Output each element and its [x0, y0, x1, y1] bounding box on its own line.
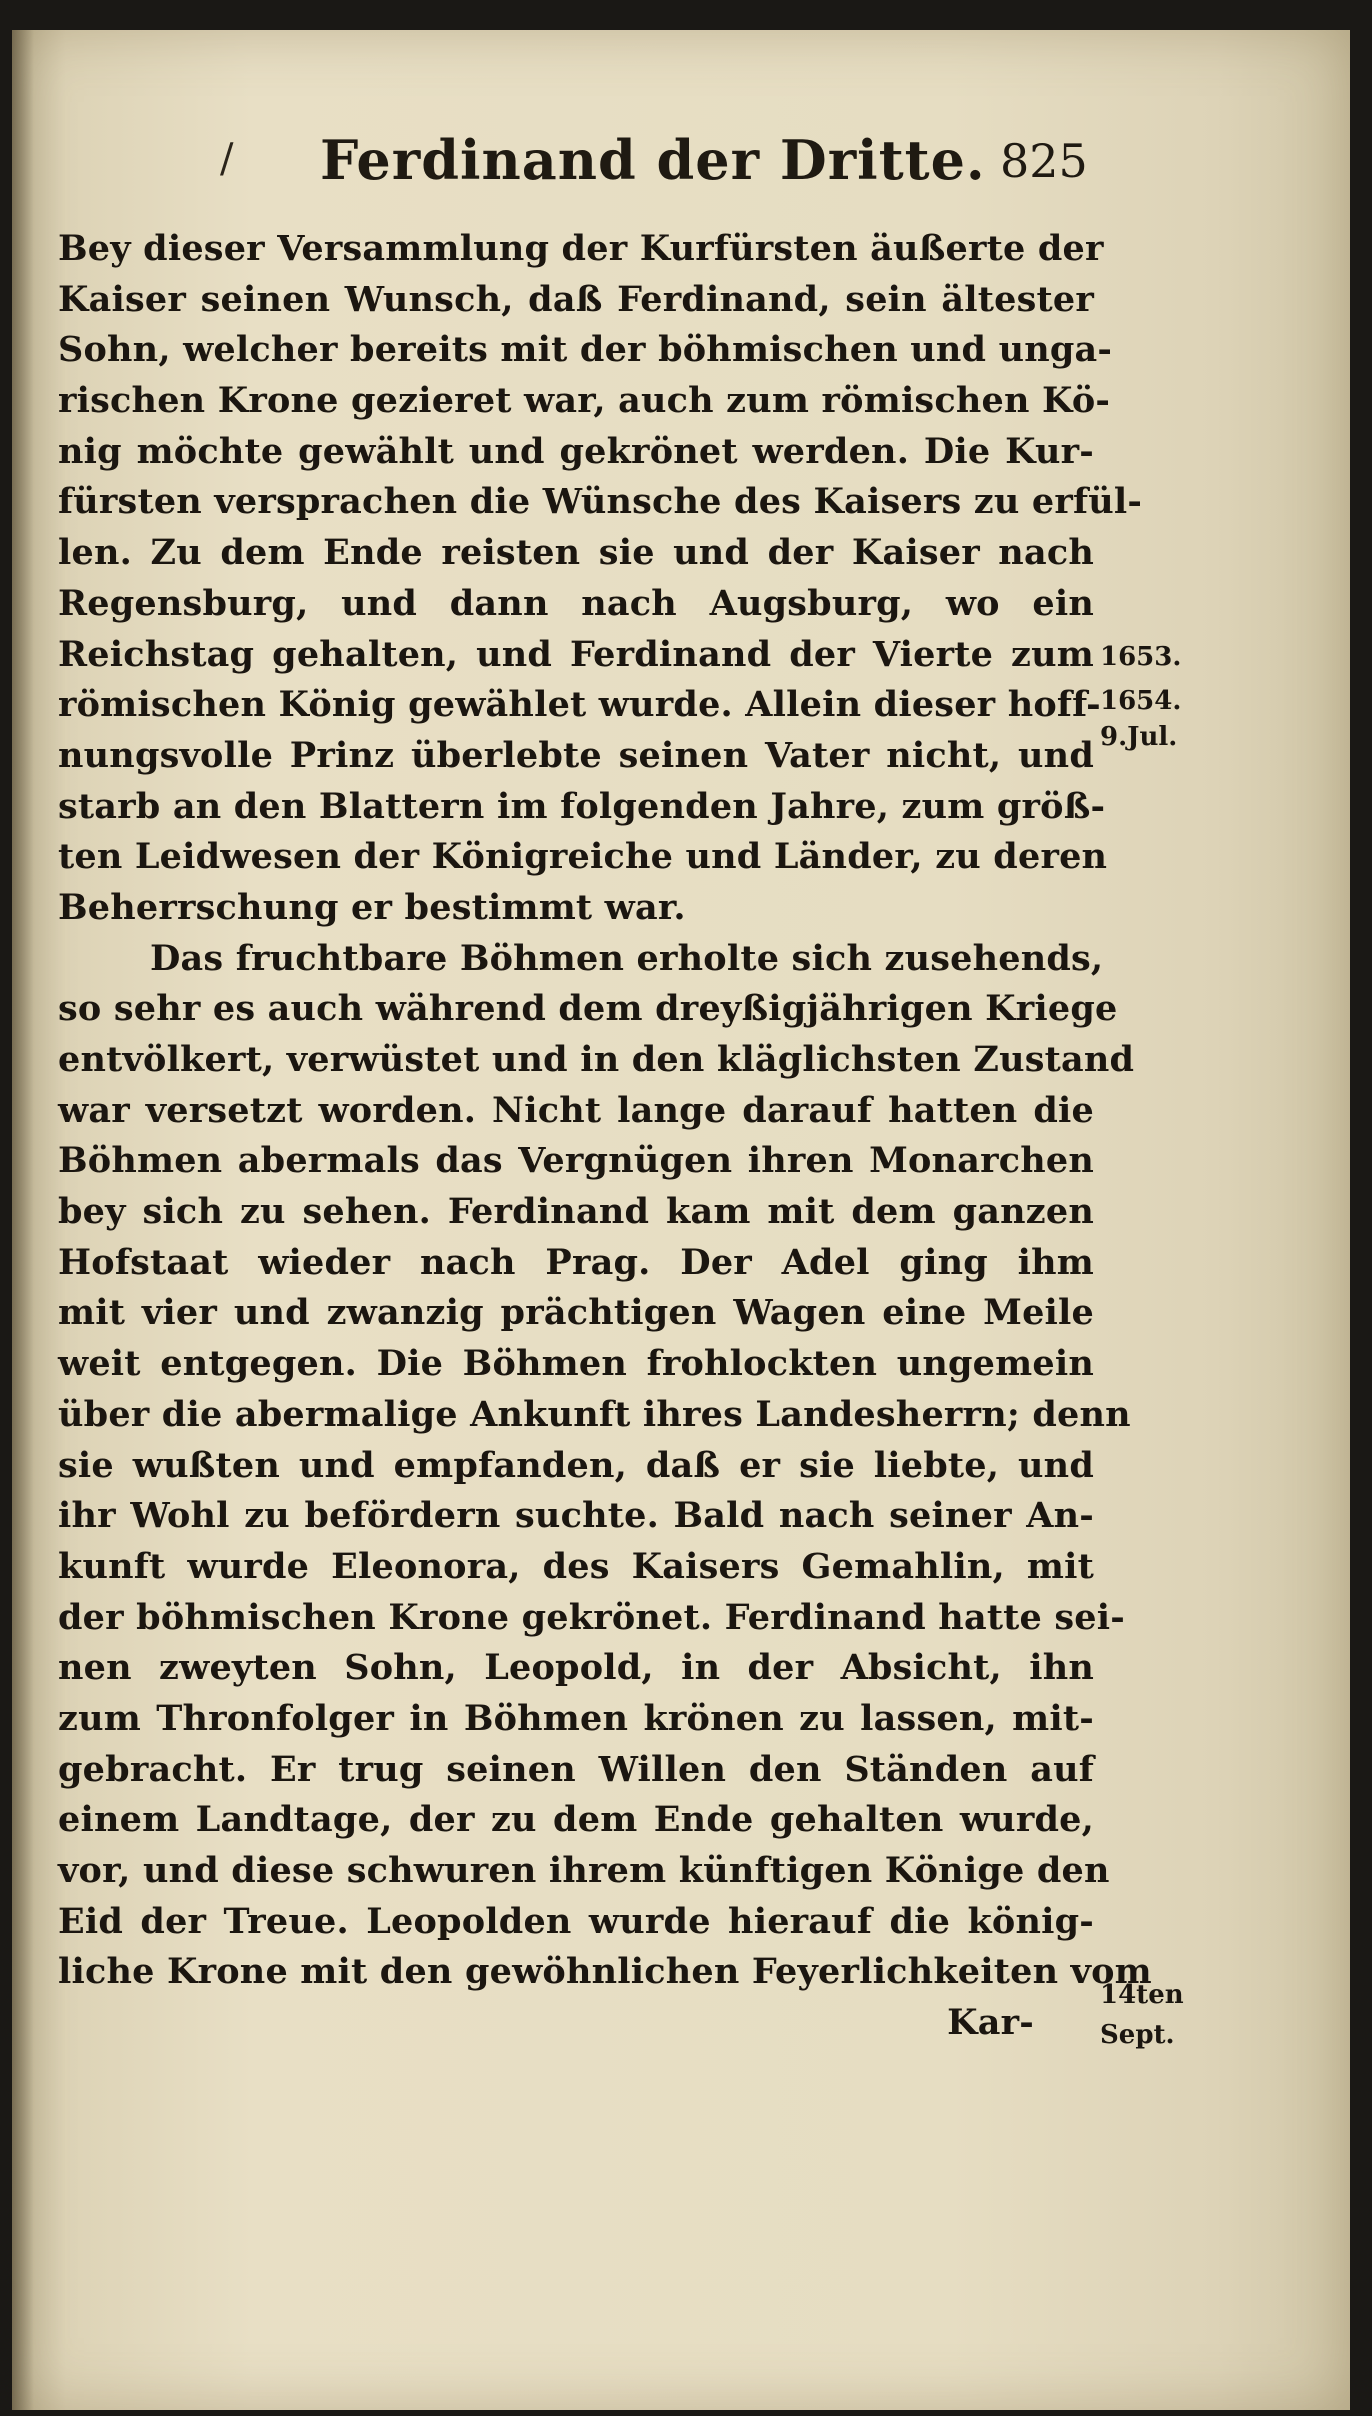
text-line: ihr Wohl zu befördern suchte. Bald nach seiner An-	[58, 1495, 1094, 1537]
text-line: der böhmischen Krone gekrönet. Ferdinand hatte sei-	[58, 1596, 1126, 1638]
text-line: mit vier und zwanzig prächtigen Wagen eine Meile	[58, 1292, 1094, 1334]
text-line: zum Thronfolger in Böhmen krönen zu lassen, mit-	[58, 1697, 1094, 1739]
margin-note-year: 1654.	[1100, 686, 1182, 716]
text-line: Sohn, welcher bereits mit der böhmischen und unga-	[58, 329, 1113, 371]
text-line: so sehr es auch während dem dreyßigjährigen Kriege	[58, 988, 1118, 1030]
text-line: kunft wurde Eleonora, des Kaisers Gemahlin, mit	[58, 1545, 1094, 1587]
text-line: über die abermalige Ankunft ihres Landesherrn; denn	[58, 1393, 1131, 1435]
text-line: starb an den Blattern im folgenden Jahre, zum größ-	[58, 785, 1106, 827]
text-line: bey sich zu sehen. Ferdinand kam mit dem ganzen	[58, 1191, 1094, 1233]
margin-note-month: Sept.	[1100, 2020, 1175, 2050]
text-line: gebracht. Er trug seinen Willen den Ständen auf	[58, 1748, 1094, 1790]
paragraph-start-line: Das fruchtbare Böhmen erholte sich zusehends,	[150, 937, 1104, 979]
text-line: Eid der Treue. Leopolden wurde hierauf die könig-	[58, 1900, 1094, 1942]
text-line: ten Leidwesen der Königreiche und Länder, zu deren	[58, 836, 1108, 878]
text-line: Hofstaat wieder nach Prag. Der Adel ging ihm	[58, 1241, 1094, 1283]
margin-note-year: 1653.	[1100, 642, 1182, 672]
page-number: 825	[1000, 134, 1088, 188]
text-line: nungsvolle Prinz überlebte seinen Vater nicht, und	[58, 734, 1094, 776]
text-line: Regensburg, und dann nach Augsburg, wo ein	[58, 582, 1094, 624]
text-line: rischen Krone gezieret war, auch zum römischen Kö-	[58, 380, 1111, 422]
paragraph-end-line: Beherrschung er bestimmt war.	[58, 886, 686, 928]
text-line: vor, und diese schwuren ihrem künftigen Könige den	[58, 1850, 1110, 1891]
catchword: Kar-	[947, 2002, 1034, 2044]
text-line: Böhmen abermals das Vergnügen ihren Monarchen	[58, 1140, 1094, 1182]
text-line: war versetzt worden. Nicht lange darauf hatten die	[58, 1089, 1094, 1131]
margin-note-date: 14ten	[1100, 1980, 1184, 2010]
running-head-title: Ferdinand der Dritte.	[320, 128, 986, 192]
text-line: sie wußten und empfanden, daß er sie liebte, und	[58, 1444, 1094, 1486]
text-line: Kaiser seinen Wunsch, daß Ferdinand, sein ältester	[58, 278, 1094, 320]
text-line: weit entgegen. Die Böhmen frohlockten ungemein	[58, 1343, 1094, 1385]
text-line: nig möchte gewählt und gekrönet werden. Die Kur-	[58, 430, 1094, 472]
text-line: Reichstag gehalten, und Ferdinand der Vierte zum	[58, 633, 1094, 675]
running-head	[220, 128, 1088, 198]
text-line: römischen König gewählet wurde. Allein dieser hoff-	[58, 684, 1101, 726]
text-line: fürsten versprachen die Wünsche des Kaisers zu erfül-	[58, 481, 1143, 523]
text-line: Bey dieser Versammlung der Kurfürsten äußerte der	[58, 228, 1104, 269]
running-head-mark: /	[220, 136, 234, 182]
text-line: entvölkert, verwüstet und in den kläglichsten Zustand	[58, 1039, 1135, 1080]
margin-note-date: 9.Jul.	[1100, 722, 1178, 752]
text-line: liche Krone mit den gewöhnlichen Feyerlichkeiten vom	[58, 1951, 1152, 1993]
page-gutter-shadow	[12, 30, 34, 2410]
text-line: nen zweyten Sohn, Leopold, in der Absicht, ihn	[58, 1647, 1094, 1689]
text-line: len. Zu dem Ende reisten sie und der Kaiser nach	[58, 532, 1094, 574]
text-line: einem Landtage, der zu dem Ende gehalten wurde,	[58, 1799, 1094, 1841]
